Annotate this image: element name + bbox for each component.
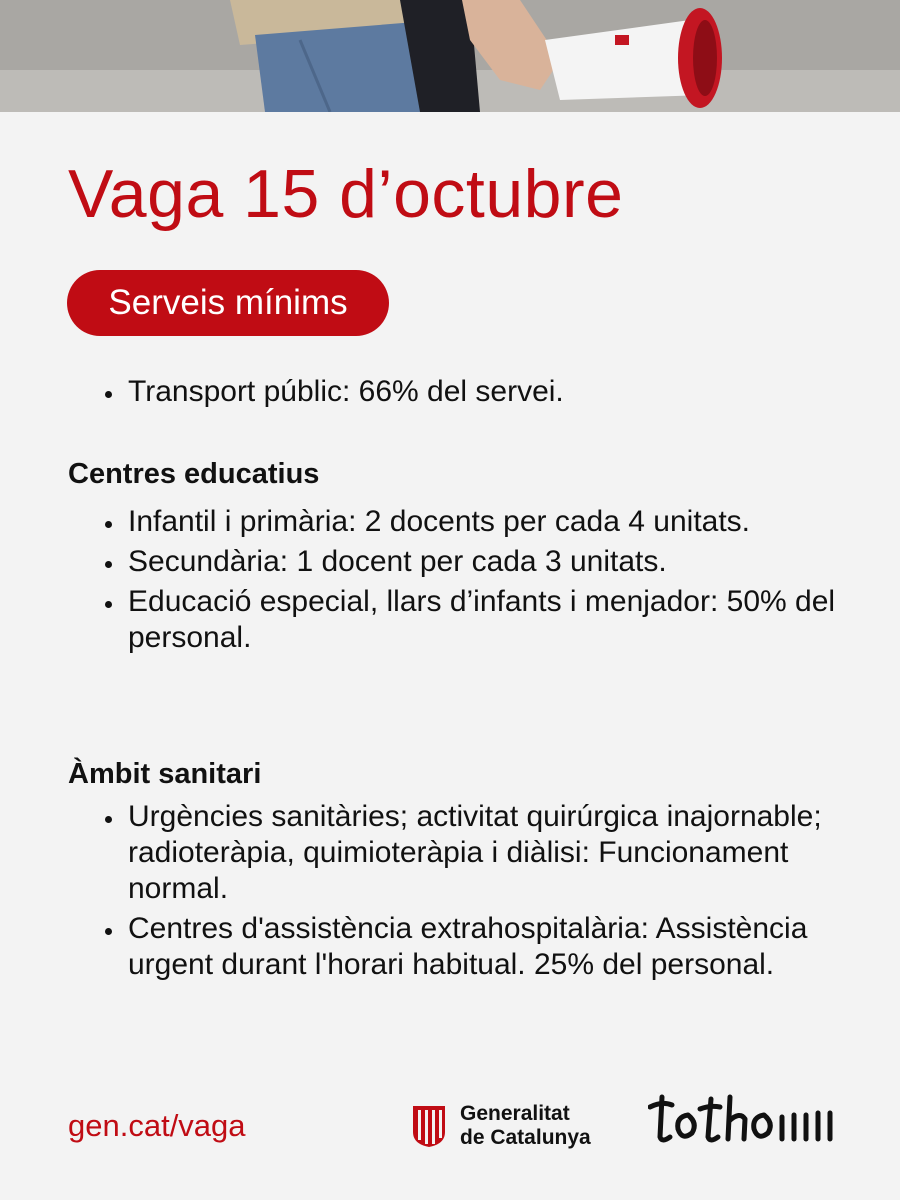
section-heading-sanitari: Àmbit sanitari [68,758,262,790]
page-title: Vaga 15 d’octubre [68,156,624,232]
sanitari-list [68,799,868,987]
tothom-logo [648,1093,838,1155]
header-photo [0,0,900,112]
list-item: Urgències sanitàries; activitat quirúrgica inajornable; radioteràpia, quimioteràpia i diàlisi: Funcionament normal. [68,799,868,907]
gen-cat-vaga-link[interactable]: gen.cat/vaga [68,1108,246,1143]
senyera-emblem-icon [410,1104,448,1148]
section-heading-educacio: Centres educatius [68,458,320,490]
list-item: Secundària: 1 docent per cada 3 unitats. [68,544,868,580]
list-item: Infantil i primària: 2 docents per cada 4 unitats. [68,504,868,540]
list-item: Centres d'assistència extrahospitalària: Assistència urgent durant l'horari habitual. 25% del personal. [68,911,868,983]
generalitat-logo [410,1102,591,1150]
header-photo-illustration [0,0,900,112]
list-item: Educació especial, llars d’infants i menjador: 50% del personal. [68,584,868,656]
list-item: Transport públic: 66% del servei. [68,374,868,410]
badge-label: Serveis mínims [108,283,348,322]
logo-line1: Generalitat [460,1102,570,1125]
educacio-list [68,504,868,660]
logo-line2: de Catalunya [460,1126,591,1149]
serveis-minims-badge [67,270,389,336]
transport-list [68,374,868,410]
